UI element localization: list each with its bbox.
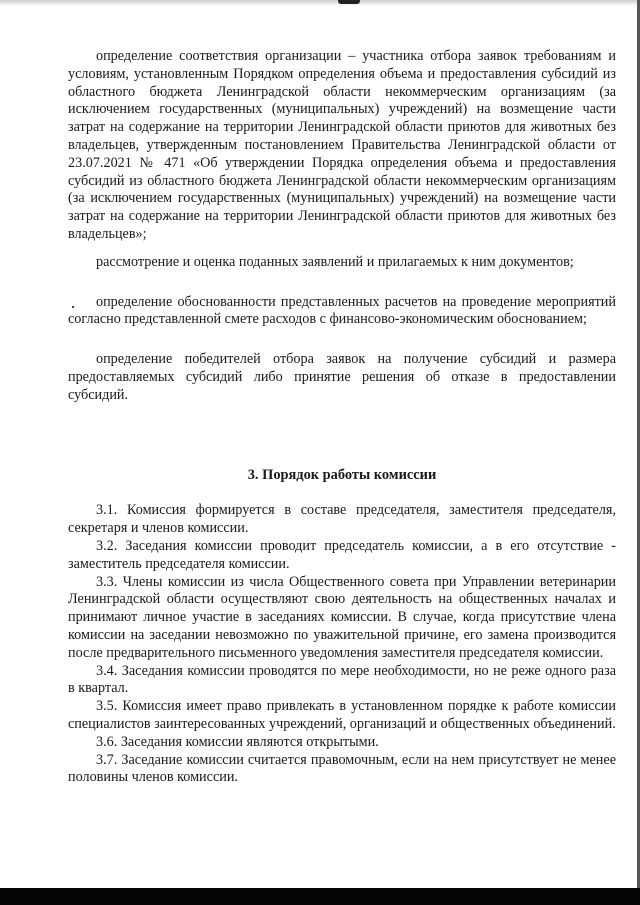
clause-3-5: 3.5. Комиссия имеет право привлекать в установленном порядке к работе комиссии специалистов заинтересованных учреждений, организаций и общественных объединений. <box>68 698 616 732</box>
document-page <box>68 48 616 787</box>
paragraph-review: рассмотрение и оценка поданных заявлений и прилагаемых к ним документов; <box>96 253 574 270</box>
clause-3-7: 3.7. Заседание комиссии считается правомочным, если на нем присутствует не менее половины членов комиссии. <box>68 751 616 786</box>
scan-top-edge <box>0 0 640 6</box>
section-heading: 3. Порядок работы комиссии <box>247 466 437 483</box>
scan-top-mark <box>338 0 360 4</box>
scan-bottom-bar <box>0 888 640 905</box>
clause-3-4: 3.4. Заседания комиссии проводятся по мере необходимости, но не реже одного раза в квартал. <box>68 662 616 697</box>
clause-3-2: 3.2. Заседания комиссии проводит председатель комиссии, а в его отсутствие - заместитель председателя комиссии. <box>68 537 616 572</box>
paragraph-winners: определение победителей отбора заявок на получение субсидий и размера предоставляемых субсидий либо принятие решения об отказе в предоставлении субсидий. <box>68 351 616 403</box>
clause-3-3: 3.3. Члены комиссии из числа Общественного совета при Управлении ветеринарии Ленинградской области осуществляют свою деятельность на общественных началах и принимают личное участие в заседаниях комиссии. В случае, когда присутствие члена комиссии на заседании невозможно по уважительной причине, его замена производится после предварительного письменного уведомления заместителя председателя комиссии. <box>68 573 616 661</box>
paragraph-calculations: определение обоснованности представленных расчетов на проведение мероприятий согласно представленной смете расходов с финансово-экономическим обоснованием; <box>68 293 616 328</box>
clause-3-6: 3.6. Заседания комиссии являются открытыми. <box>96 733 379 750</box>
paragraph-eligibility: определение соответствия организации – участника отбора заявок требованиям и условиям, установленным Порядком определения объема и предоставления субсидий из областного бюджета Ленинградской области некоммерческим организациям (за исключением государственных (муниципальных) учреждений) на возмещение части затрат на содержание на территории Ленинградской области приютов для животных без владельцев, утвержденным постановлением Правительства Ленинградской области от 23.07.2021 № 471 «Об утверждении Порядка определения объема и предоставления субсидий из областного бюджета Ленинградской области некоммерческим организациям (за исключением государственных (муниципальных) учреждений) на возмещение части затрат на содержание на территории Ленинградской области приютов для животных без владельцев»; <box>68 48 616 242</box>
clause-3-1: 3.1. Комиссия формируется в составе председателя, заместителя председателя, секретаря и членов комиссии. <box>68 502 616 537</box>
